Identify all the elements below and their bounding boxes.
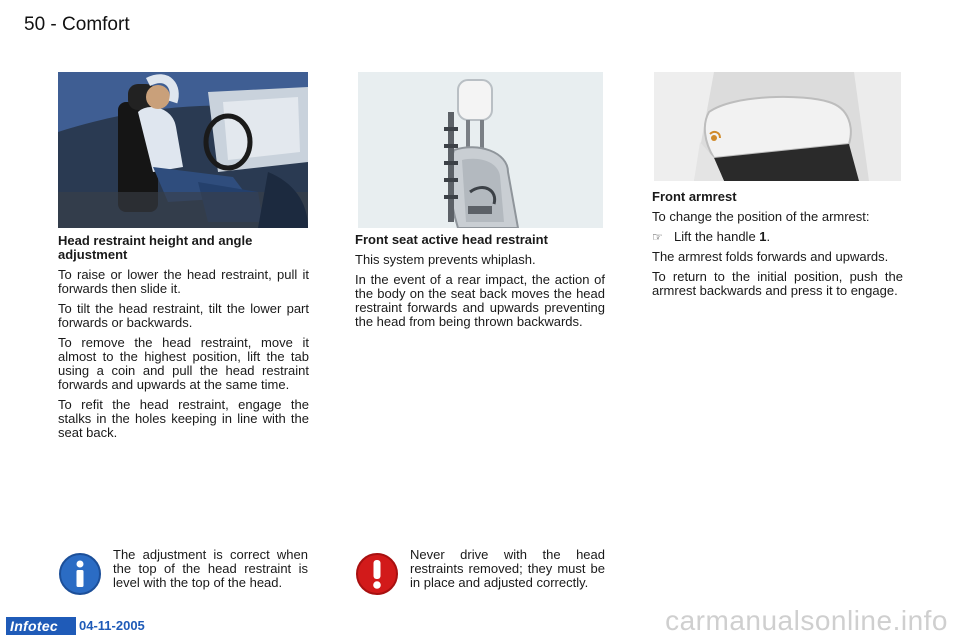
info-note: The adjustment is correct when the top of the head restraint is level with the top of the head. [113,547,308,590]
warning-icon [355,552,399,596]
paragraph: To raise or lower the head restraint, pull it forwards then slide it. [58,267,309,296]
section-heading: Front armrest [652,189,737,204]
front-armrest-section [652,190,903,304]
paragraph: To remove the head restraint, move it almost to the highest position, lift the tab using a coin and pull the head restraint forwards and upwards at the same time. [58,335,309,392]
active-head-restraint-photo [358,72,603,228]
page-number: 50 [24,14,46,35]
warning-note: Never drive with the head restraints removed; they must be in place and adjusted correctly. [410,547,605,590]
info-icon [58,552,102,596]
head-restraint-adjustment-section [58,234,309,446]
paragraph: To refit the head restraint, engage the stalks in the holes keeping in line with the seat back. [58,397,309,440]
footer-date: 04-11-2005 [79,618,145,633]
paragraph: In the event of a rear impact, the action of the body on the seat back moves the head restraint forwards and upwards preventing the head from being thrown backwards. [355,272,605,329]
paragraph: The armrest folds forwards and upwards. [652,249,889,264]
watermark: carmanualsonline.info [665,605,948,636]
section-heading: Front seat active head restraint [355,232,548,247]
header-separator: - [50,14,63,35]
active-head-restraint-section [355,233,605,335]
section-title: Comfort [62,14,130,35]
head-restraint-adjustment-photo [58,72,308,228]
paragraph: This system prevents whiplash. [355,252,536,267]
paragraph: To tilt the head restraint, tilt the lower part forwards or backwards. [58,301,309,330]
infotec-badge: Infotec [6,617,76,635]
part-reference: 1 [759,229,767,244]
bullet-text: Lift the handle 1. [674,229,771,244]
front-armrest-photo [654,72,901,181]
section-heading: Head restraint height and angle adjustment [58,233,253,262]
page-header [24,14,130,36]
paragraph: To return to the initial position, push the armrest backwards and press it to engage. [652,269,903,298]
hand-pointer-icon: ☞ [652,230,663,244]
paragraph: To change the position of the armrest: [652,209,870,224]
instruction-bullet [652,230,903,244]
